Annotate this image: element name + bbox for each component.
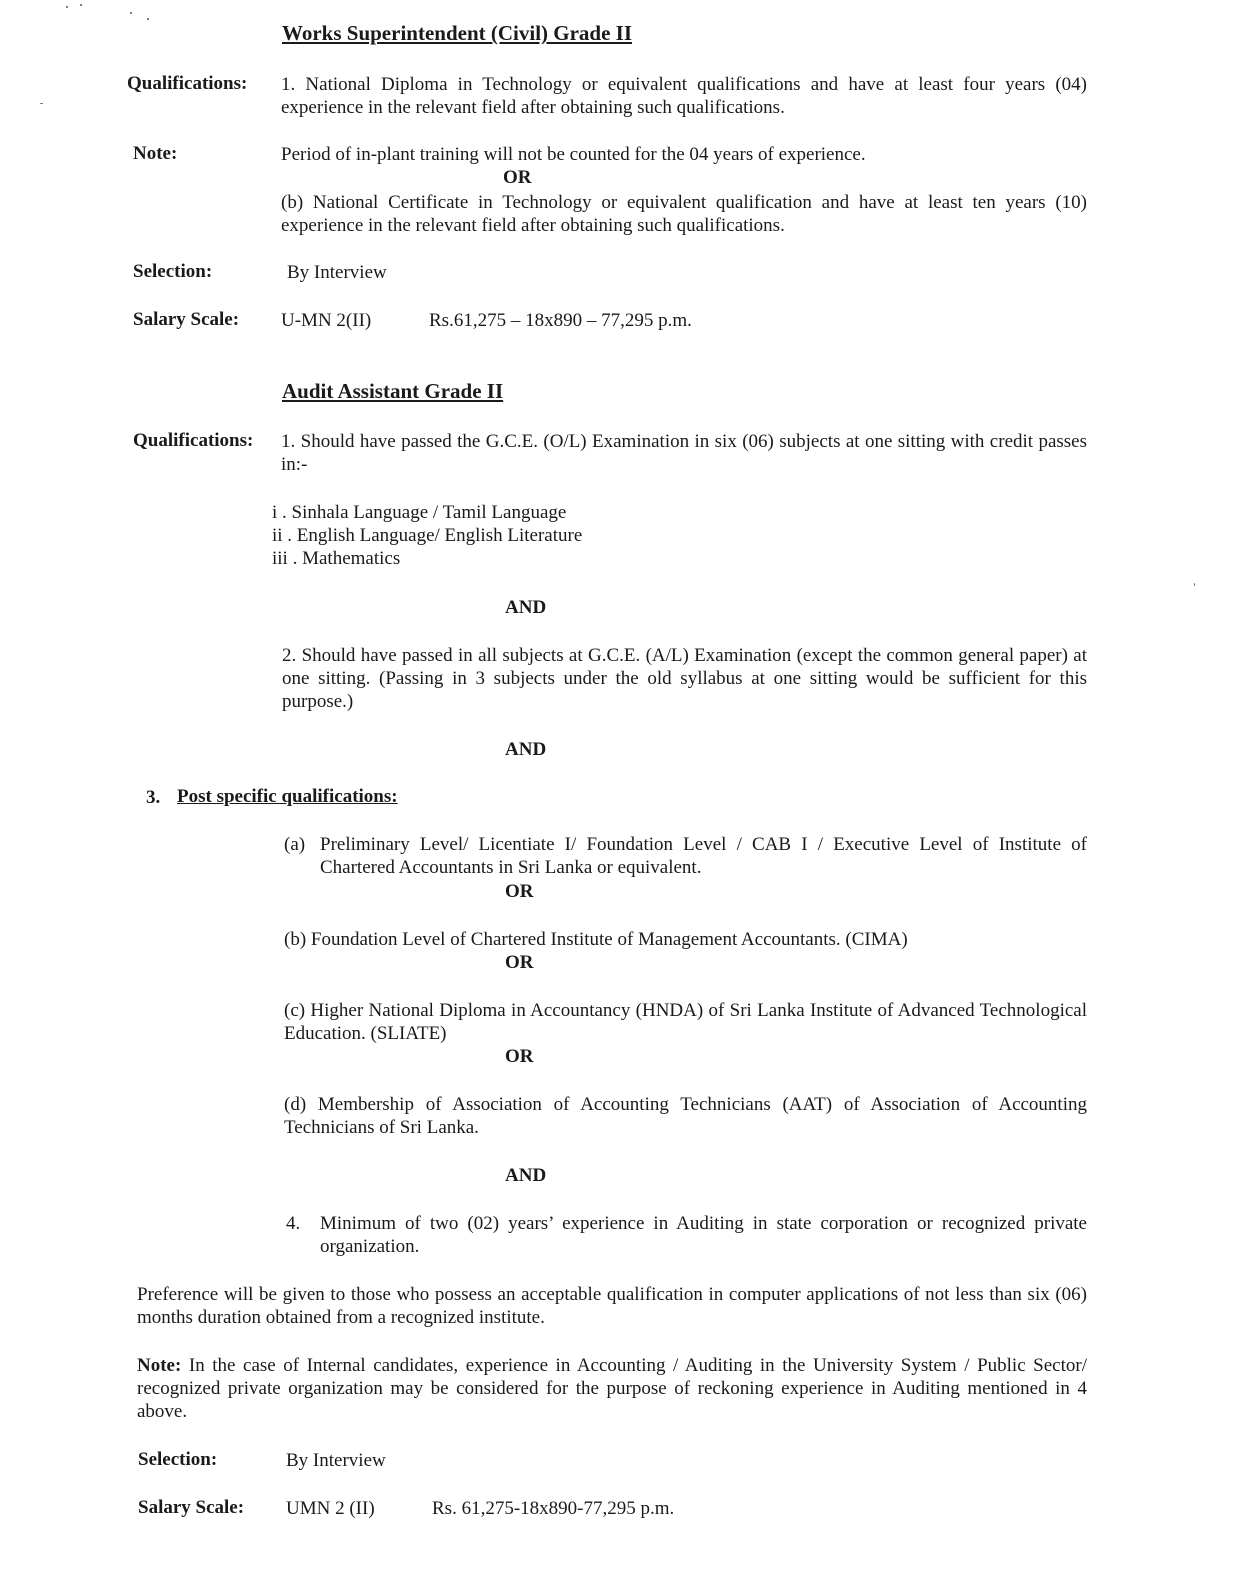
ws-selection-value: By Interview: [287, 262, 387, 283]
scan-speck: [147, 18, 149, 20]
aa-option-c: (c) Higher National Diploma in Accountancy (HNDA) of Sri Lanka Institute of Advanced Technological Education. (SLIATE): [284, 1000, 1087, 1044]
aa-q4-text: Minimum of two (02) years’ experience in Auditing in state corporation or recognized private organization.: [320, 1213, 1087, 1257]
works-superintendent-title: Works Superintendent (Civil) Grade II: [282, 21, 633, 45]
list-item: ii . English Language/ English Literature: [272, 525, 583, 546]
aa-or: OR: [505, 952, 534, 973]
aa-q4-number: 4.: [286, 1213, 301, 1234]
aa-option-a-label: (a): [284, 834, 306, 855]
ws-qualification-1: 1. National Diploma in Technology or equivalent qualifications and have at least four years (04) experience in the relevant field after obtaining such qualifications.: [281, 74, 1087, 118]
ws-qualifications-label: Qualifications:: [127, 73, 248, 94]
audit-assistant-title: Audit Assistant Grade II: [282, 379, 504, 403]
aa-subject-list: [272, 501, 582, 570]
aa-and: AND: [505, 1165, 547, 1186]
aa-option-b: (b) Foundation Level of Chartered Institute of Management Accountants. (CIMA): [284, 929, 908, 950]
aa-option-d: (d) Membership of Association of Accounting Technicians (AAT) of Association of Accounting Technicians of Sri Lanka.: [284, 1094, 1087, 1138]
aa-option-a: Preliminary Level/ Licentiate I/ Foundation Level / CAB I / Executive Level of Institute of Chartered Accountants in Sri Lanka or equivalent.: [320, 834, 1087, 878]
list-item: i . Sinhala Language / Tamil Language: [272, 502, 567, 523]
scan-speck: [130, 12, 132, 14]
aa-salary-code: UMN 2 (II): [286, 1498, 375, 1519]
scan-speck: [1194, 583, 1195, 586]
aa-note-label: Note:: [137, 1355, 182, 1376]
aa-and: AND: [505, 739, 547, 760]
aa-preference: Preference will be given to those who possess an acceptable qualification in computer applications of not less than six (06) months duration obtained from a recognized institute.: [137, 1284, 1087, 1328]
aa-note-text: In the case of Internal candidates, experience in Accounting / Auditing in the University System / Public Sector/ recognized private organization may be considered for the purpose of reckoning experience in Auditing mentioned in 4 above.: [137, 1355, 1088, 1422]
ws-option-b: (b) National Certificate in Technology or equivalent qualification and have at least ten years (10) experience in the relevant field after obtaining such qualifications.: [281, 192, 1087, 236]
aa-qualification-1: 1. Should have passed the G.C.E. (O/L) Examination in six (06) subjects at one sitting with credit passes in:-: [281, 431, 1087, 475]
aa-q3-number: 3.: [146, 787, 161, 808]
aa-selection-label: Selection:: [138, 1449, 218, 1470]
ws-note-label: Note:: [133, 143, 178, 164]
ws-or: OR: [503, 167, 532, 188]
ws-salary-code: U-MN 2(II): [281, 310, 372, 331]
aa-q3-title: Post specific qualifications:: [177, 786, 398, 807]
ws-note-text: Period of in-plant training will not be counted for the 04 years of experience.: [281, 144, 866, 165]
aa-and: AND: [505, 597, 547, 618]
aa-qualifications-label: Qualifications:: [133, 430, 254, 451]
list-item: iii . Mathematics: [272, 548, 401, 569]
aa-note: [137, 1354, 1087, 1423]
aa-or: OR: [505, 881, 534, 902]
aa-salary-label: Salary Scale:: [138, 1497, 245, 1518]
ws-selection-label: Selection:: [133, 261, 213, 282]
scan-speck: [66, 6, 68, 8]
ws-salary-label: Salary Scale:: [133, 309, 240, 330]
aa-qualification-2: 2. Should have passed in all subjects at G.C.E. (A/L) Examination (except the common general paper) at one sitting. (Passing in 3 subjects under the old syllabus at one sitting would be sufficient for this purpose.): [282, 645, 1087, 712]
scan-speck: [80, 4, 82, 6]
aa-salary-value: Rs. 61,275-18x890-77,295 p.m.: [432, 1498, 675, 1519]
scan-speck: [40, 103, 43, 104]
aa-selection-value: By Interview: [286, 1450, 386, 1471]
aa-or: OR: [505, 1046, 534, 1067]
ws-salary-value: Rs.61,275 – 18x890 – 77,295 p.m.: [429, 310, 692, 331]
